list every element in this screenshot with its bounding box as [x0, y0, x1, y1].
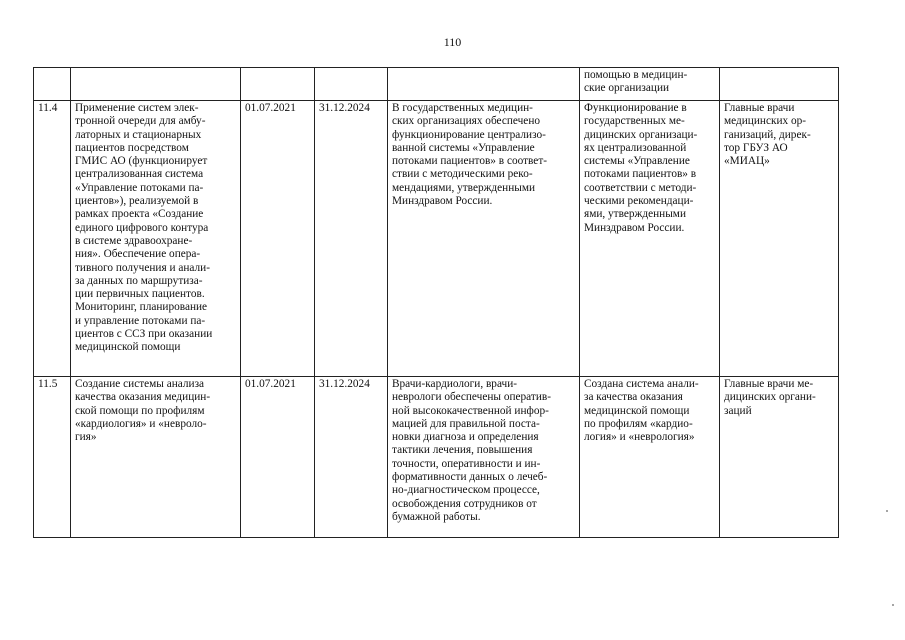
cell-result: В государственных медицин- ских организациях обеспечено функционирование централизо- ванной системы «Управление потоками пациентов» в соответ- ствии с методическими реко- мендациями, утвержденными Минздравом России.	[388, 101, 580, 377]
cell-num	[34, 68, 71, 101]
cell-responsible: Главные врачи ме- дицинских органи- заций	[720, 377, 839, 538]
cell-num: 11.4	[34, 101, 71, 377]
cell-result	[388, 68, 580, 101]
cell-end-date	[315, 68, 388, 101]
cell-indicator: Создана система анали- за качества оказания медицинской помощи по профилям «кардио- логия» и «неврология»	[580, 377, 720, 538]
cell-activity: Применение систем элек- тронной очереди для амбу- латорных и стационарных пациентов посредством ГМИС АО (функционирует централизованная система «Управление потоками па- циентов»), реализуемой в рамках проекта «Создание единого цифрового контура в системе здравоохране- ния». Обеспечение опера- тивного получения и анали- за данных по маршрутиза- ции первичных пациентов. Мониторинг, планирование и управление потоками па- циентов с ССЗ при оказании медицинской помощи	[71, 101, 241, 377]
table-row	[34, 68, 839, 101]
cell-end-date: 31.12.2024	[315, 101, 388, 377]
cell-responsible	[720, 68, 839, 101]
cell-start-date: 01.07.2021	[241, 377, 315, 538]
table-row	[34, 377, 839, 538]
cell-end-date: 31.12.2024	[315, 377, 388, 538]
measures-table	[33, 67, 839, 538]
cell-responsible: Главные врачи медицинских ор- ганизаций, дирек- тор ГБУЗ АО «МИАЦ»	[720, 101, 839, 377]
cell-result: Врачи-кардиологи, врачи- неврологи обеспечены оператив- ной высококачественной инфор- мацией для правильной поста- новки диагноза и определения тактики лечения, повышения точности, оперативности и ин- формативности данных о лечеб- но-диагностическом процессе, освобождения сотрудников от бумажной работы.	[388, 377, 580, 538]
cell-start-date: 01.07.2021	[241, 101, 315, 377]
scan-speck	[886, 510, 888, 512]
cell-num: 11.5	[34, 377, 71, 538]
cell-start-date	[241, 68, 315, 101]
cell-activity	[71, 68, 241, 101]
page-number: 110	[443, 35, 462, 49]
table-row	[34, 101, 839, 377]
scan-speck	[892, 604, 894, 606]
cell-indicator: помощью в медицин- ские организации	[580, 68, 720, 101]
cell-indicator: Функционирование в государственных ме- дицинских организаци- ях централизованной системы «Управление потоками пациентов» в соответствии с методи- ческими рекомендаци- ями, утвержденными Минздравом России.	[580, 101, 720, 377]
cell-activity: Создание системы анализа качества оказания медицин- ской помощи по профилям «кардиология» и «невроло- гия»	[71, 377, 241, 538]
